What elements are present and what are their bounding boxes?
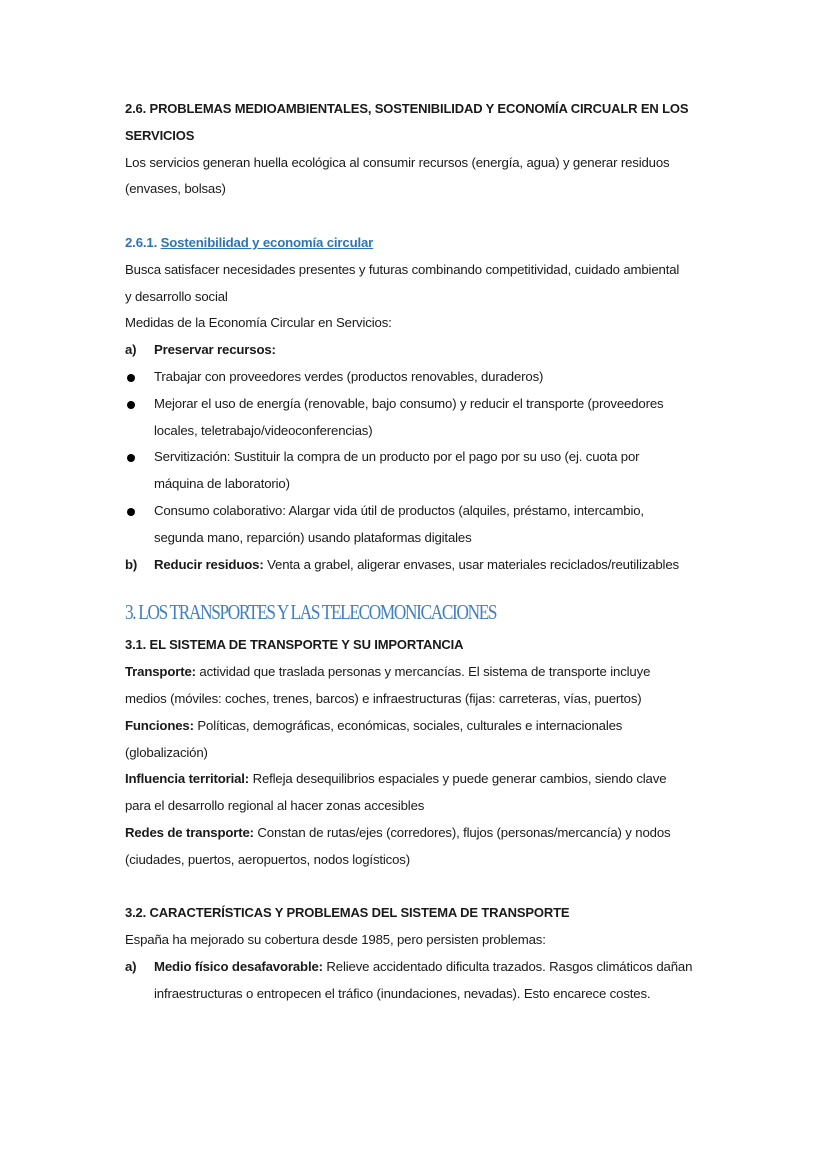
section-2-6-heading: 2.6. PROBLEMAS MEDIOAMBIENTALES, SOSTENIBILIDAD Y ECONOMÍA CIRCUALR EN LOS: [125, 101, 689, 116]
list-item-text: Relieve accidentado dificulta trazados. Rasgos climáticos dañan: [322, 958, 693, 974]
section-3-2-heading: 3.2. CARACTERÍSTICAS Y PROBLEMAS DEL SISTEMA DE TRANSPORTE: [125, 905, 570, 921]
spacer: [125, 203, 715, 230]
redes-paragraph: [125, 820, 715, 847]
list-marker: a): [125, 958, 137, 974]
transporte-text: actividad que traslada personas y mercancías. El sistema de transporte incluye: [195, 664, 651, 680]
influencia-label: Influencia territorial:: [125, 771, 250, 787]
bullet-item: [125, 498, 715, 525]
bullet-text: Servitización: Sustituir la compra de un producto por el pago por su uso (ej. cuota por: [154, 449, 640, 465]
section-2-6-1-number: 2.6.1.: [125, 234, 161, 250]
list-item-b: [125, 552, 715, 579]
list-item-a: [125, 954, 715, 981]
bullet-icon: [125, 391, 154, 418]
document-page: [125, 96, 715, 1008]
list-item-a: [125, 337, 715, 364]
bullet-text-cont: locales, teletrabajo/videoconferencias): [154, 422, 373, 438]
bullet-item: [125, 391, 715, 418]
section-2-6-intro: Los servicios generan huella ecológica al consumir recursos (energía, agua) y generar residuos: [125, 154, 670, 170]
redes-text-cont: (ciudades, puertos, aeropuertos, nodos logísticos): [125, 851, 410, 867]
list-item-content: [154, 552, 679, 579]
list-marker: b): [125, 556, 138, 572]
bullet-text-cont: segunda mano, reparción) usando plataformas digitales: [154, 529, 472, 545]
list-item-text: Venta a grabel, aligerar envases, usar materiales reciclados/reutilizables: [263, 556, 679, 572]
influencia-text: Refleja desequilibrios espaciales y puede generar cambios, siendo clave: [249, 771, 667, 787]
list-item-content: [154, 954, 692, 981]
transporte-label: Transporte:: [125, 664, 196, 680]
funciones-paragraph: [125, 713, 715, 740]
section-2-6-1-heading: [125, 230, 715, 257]
section-2-6-1-desc: Busca satisfacer necesidades presentes y futuras combinando competitividad, cuidado ambiental: [125, 261, 680, 277]
influencia-paragraph: [125, 766, 715, 793]
redes-text: Constan de rutas/ejes (corredores), flujos (personas/mercancía) y nodos: [253, 824, 671, 840]
funciones-text-cont: (globalización): [125, 744, 208, 760]
bullet-text: Mejorar el uso de energía (renovable, bajo consumo) y reducir el transporte (proveedores: [154, 395, 664, 411]
influencia-text-cont: para el desarrollo regional al hacer zonas accesibles: [125, 798, 425, 814]
bullet-item: [125, 364, 715, 391]
transporte-text-cont: medios (móviles: coches, trenes, barcos) e infraestructuras (fijas: carreteras, vías, puertos): [125, 690, 642, 706]
funciones-label: Funciones:: [125, 717, 194, 733]
section-2-6-intro-cont: (envases, bolsas): [125, 181, 226, 197]
section-2-6-heading-cont: SERVICIOS: [125, 127, 195, 143]
spacer: [125, 874, 715, 901]
chapter-3-title: 3. LOS TRANSPORTES Y LAS TELECOMONICACIONES: [125, 600, 497, 625]
funciones-text: Políticas, demográficas, económicas, sociales, culturales e internacionales: [193, 717, 623, 733]
section-2-6-1-desc-cont: y desarrollo social: [125, 288, 228, 304]
bullet-text-cont: máquina de laboratorio): [154, 476, 290, 492]
redes-label: Redes de transporte:: [125, 824, 254, 840]
bullet-icon: [125, 498, 154, 525]
bullet-text: Consumo colaborativo: Alargar vida útil de productos (alquiles, préstamo, intercambio,: [154, 502, 644, 518]
measures-intro: Medidas de la Economía Circular en Servicios:: [125, 315, 392, 331]
list-item-label: Medio físico desafavorable:: [154, 958, 323, 974]
list-item-label: Preservar recursos:: [154, 342, 276, 358]
bullet-item: [125, 444, 715, 471]
transporte-paragraph: [125, 659, 715, 686]
section-3-1-heading: 3.1. EL SISTEMA DE TRANSPORTE Y SU IMPORTANCIA: [125, 637, 464, 653]
bullet-icon: [125, 364, 154, 391]
list-marker: a): [125, 342, 137, 358]
list-item-text-cont: infraestructuras o entropecen el tráfico (inundaciones, nevadas). Esto encarece costes.: [154, 985, 651, 1001]
section-2-6-1-title-link[interactable]: Sostenibilidad y economía circular: [160, 234, 374, 250]
section-3-2-intro: España ha mejorado su cobertura desde 1985, pero persisten problemas:: [125, 932, 546, 948]
bullet-icon: [125, 444, 154, 471]
list-item-label: Reducir residuos:: [154, 556, 264, 572]
bullet-text: Trabajar con proveedores verdes (productos renovables, duraderos): [154, 368, 544, 384]
